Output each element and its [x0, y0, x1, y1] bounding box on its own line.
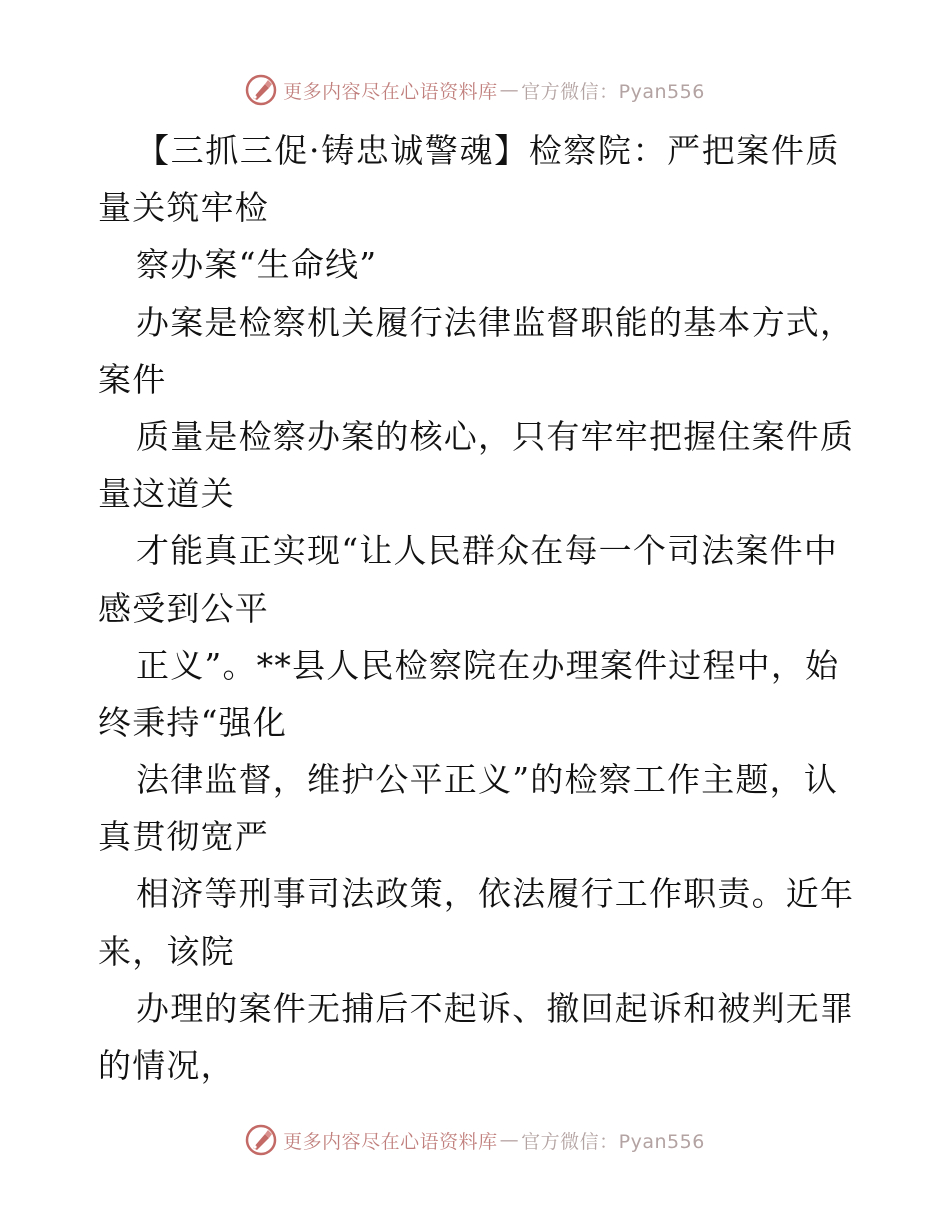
paragraph-line: 办案是检察机关履行法律监督职能的基本方式，	[136, 302, 855, 342]
watermark-separator: —	[499, 1129, 520, 1151]
paragraph-line: 相济等刑事司法政策，依法履行工作职责。近年	[136, 874, 855, 914]
watermark-contact-text: 官方微信：Pyan556	[521, 80, 705, 103]
document-body	[98, 122, 858, 1094]
paragraph-line: 来，该院	[98, 931, 235, 971]
watermark-separator: —	[499, 79, 520, 101]
paragraph-line: 真贯彻宽严	[98, 817, 269, 857]
pen-logo-icon	[245, 74, 277, 106]
paragraph-line: 法律监督，维护公平正义”的检察工作主题，认	[136, 760, 839, 800]
watermark-header	[0, 70, 950, 110]
watermark-contact-text: 官方微信：Pyan556	[521, 1130, 705, 1153]
paragraph-line: 量这道关	[98, 474, 235, 514]
document-title-line-2: 量关筑牢检	[98, 188, 269, 228]
document-title-line-1: 【三抓三促·铸忠诚警魂】检察院：严把案件质	[136, 131, 841, 170]
paragraph-line: 正义”。**县人民检察院在办理案件过程中，始	[136, 645, 840, 685]
paragraph-line: 的情况，	[98, 1046, 235, 1085]
watermark-footer	[0, 1120, 950, 1160]
paragraph-line: 质量是检察办案的核心，只有牢牢把握住案件质	[136, 416, 855, 456]
paragraph-line: 办理的案件无捕后不起诉、撤回起诉和被判无罪	[136, 988, 855, 1028]
watermark-main-text: 更多内容尽在心语资料库	[283, 1130, 498, 1153]
document-title-line-3: 察办案“生命线”	[136, 245, 378, 285]
paragraph-line: 终秉持“强化	[98, 702, 288, 742]
paragraph-line: 案件	[98, 359, 167, 399]
pen-logo-icon	[245, 1124, 277, 1156]
watermark-main-text: 更多内容尽在心语资料库	[283, 80, 498, 103]
paragraph-line: 才能真正实现“让人民群众在每一个司法案件中	[136, 531, 839, 571]
paragraph-line: 感受到公平	[98, 588, 269, 628]
